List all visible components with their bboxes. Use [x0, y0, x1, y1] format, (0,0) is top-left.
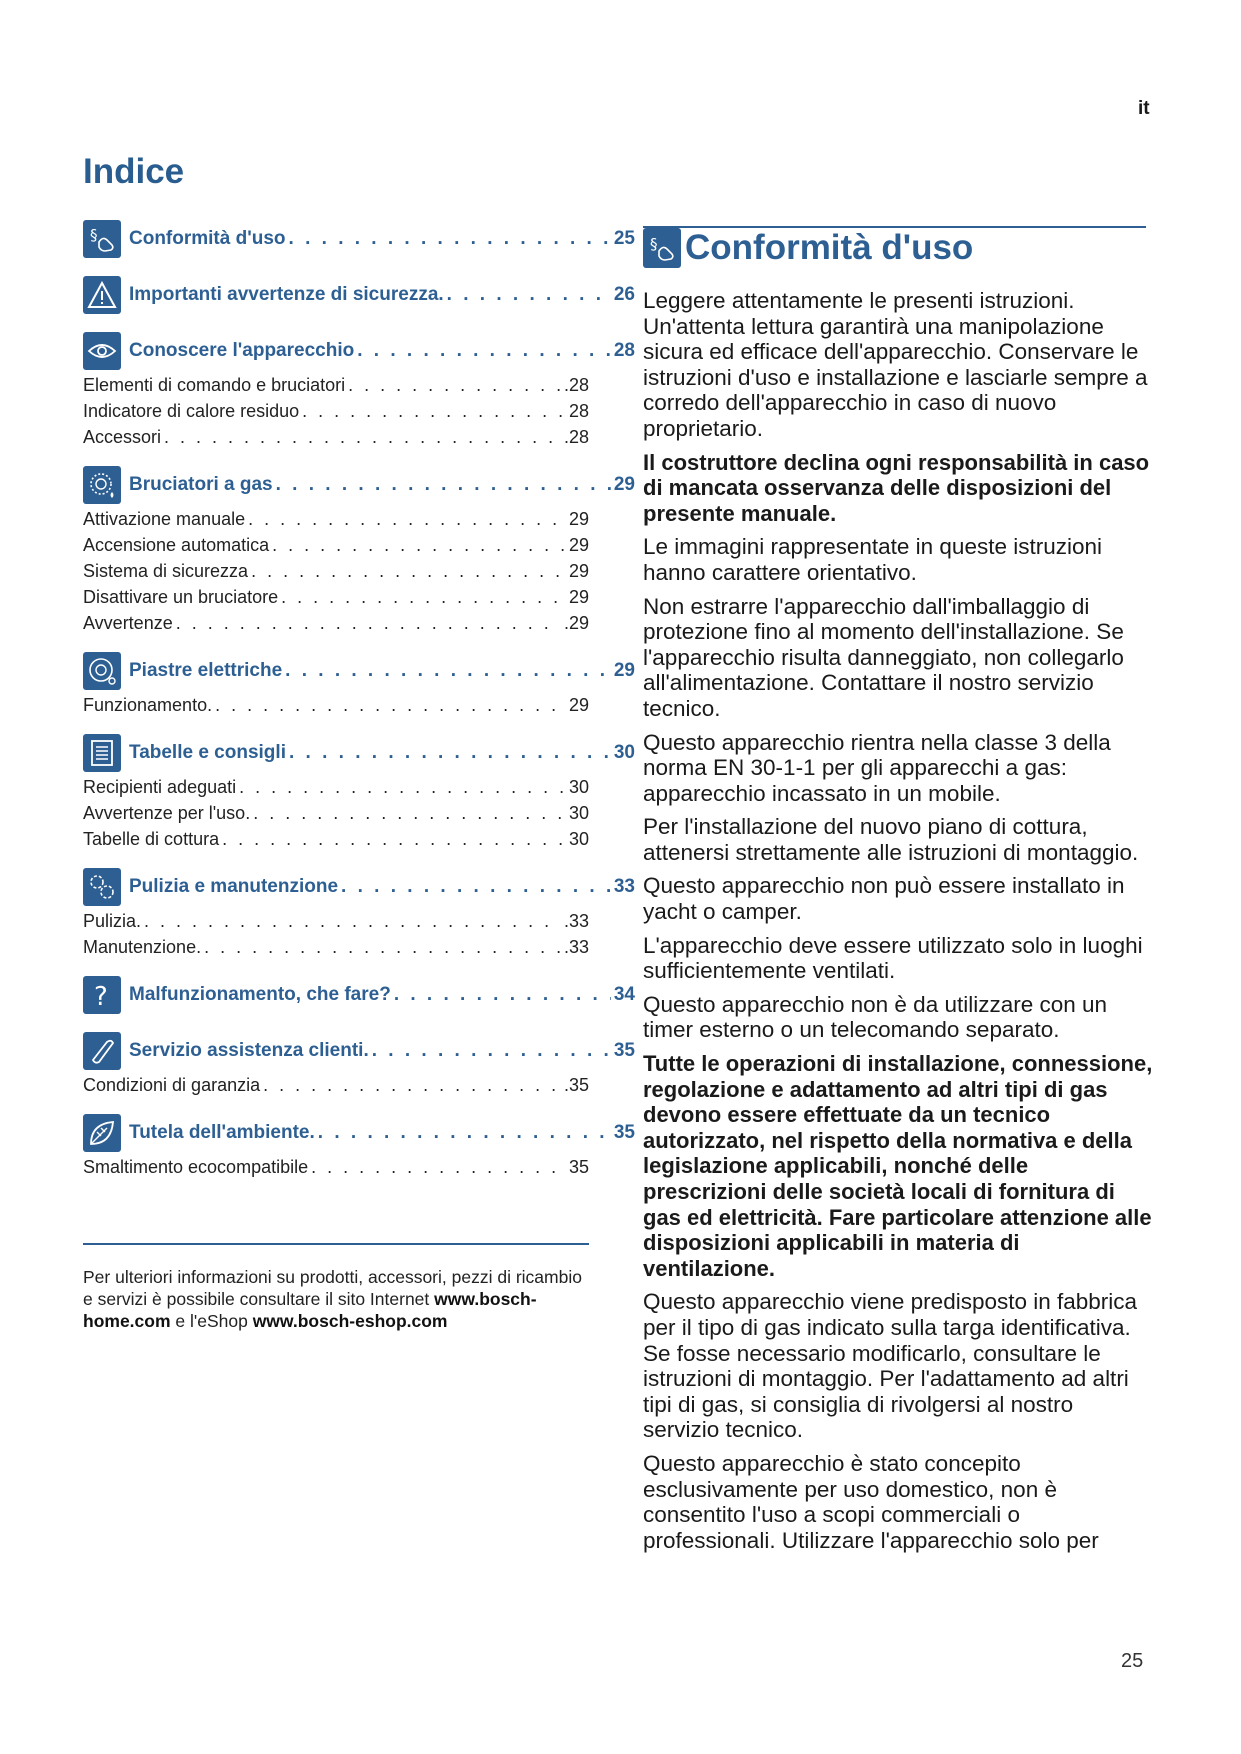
toc-section-header[interactable] [83, 218, 635, 260]
toc-leader [289, 742, 611, 764]
toc-entry[interactable] [83, 532, 589, 558]
toc-section-header[interactable] [83, 974, 635, 1016]
paragraph: Le immagini rappresentate in queste istruzioni hanno carattere orientativo. [643, 534, 1102, 585]
toc-leader [239, 774, 566, 800]
toc-entry-label: Indicatore di calore residuo [83, 401, 300, 421]
gas-burner-icon [83, 466, 121, 504]
paragraph: Leggere attentamente le presenti istruzioni. Un'attenta lettura garantirà una manipolazione sicura ed efficace dell'apparecchio. Conservare le istruzioni d'uso e installazione e lasciarle sempre a corredo dell'apparecchio in caso di nuovo proprietario. [643, 288, 1148, 441]
toc-entry-page: 30 [568, 777, 589, 797]
toc-entry-page: .33 [563, 911, 589, 931]
toc-entry-label: Tabelle di cottura [83, 829, 220, 849]
toc-leader [357, 340, 611, 362]
toc-entry-page: 30 [568, 829, 589, 849]
toc-entry-page: .28 [563, 427, 589, 447]
toc-leader [447, 284, 611, 306]
toc-leader [289, 228, 611, 250]
toc-section [83, 732, 635, 852]
toc-entry[interactable] [83, 558, 589, 584]
toc-page: 28 [613, 340, 635, 361]
toc-leader [348, 372, 561, 398]
toc-section-header[interactable] [83, 330, 635, 372]
toc-entry-page: 29 [568, 535, 589, 555]
paragraph: Questo apparecchio non può essere installato in yacht o camper. [643, 873, 1125, 925]
electric-plate-icon [83, 652, 121, 690]
toc-entry-page: 28 [568, 401, 589, 421]
toc-entry-page: 29 [568, 509, 589, 529]
eshop-link[interactable]: www.bosch-eshop.com [252, 1311, 448, 1331]
toc-section-header[interactable] [83, 866, 635, 908]
toc-heading-label: Importanti avvertenze di sicurezza. [129, 284, 444, 305]
toc-leader [251, 558, 566, 584]
paragraph: Questo apparecchio non è da utilizzare con un timer esterno o un telecomando separato. [643, 991, 1108, 1043]
toc-entry-page: 30 [568, 803, 589, 823]
toc-entry[interactable] [83, 610, 589, 636]
toc-section [83, 330, 635, 450]
toc-entry-label: Condizioni di garanzia [83, 1075, 261, 1095]
toc-section [83, 650, 635, 718]
toc-entry[interactable] [83, 1154, 589, 1180]
warning-icon [83, 276, 121, 314]
toc-entry[interactable] [83, 584, 589, 610]
toc-page: 35 [613, 1122, 635, 1143]
warning-paragraph: Il costruttore declina ogni responsabilità in caso di mancata osservanza delle disposizioni del presente manuale. [643, 449, 1150, 526]
paragraph: Questo apparecchio è stato concepito esclusivamente per uso domestico, non è consentito l'uso a scopi commerciali o professionali. Utilizzare l'apparecchio solo per [643, 1450, 1099, 1553]
toc-entry-label: Elementi di comando e bruciatori [83, 375, 346, 395]
svg-text:§: § [650, 235, 658, 253]
toc-entry-label: Attivazione manuale [83, 509, 246, 529]
table-of-contents [83, 218, 635, 1194]
toc-heading-label: Tabelle e consigli [129, 742, 286, 763]
toc-page: 30 [613, 742, 635, 763]
toc-leader [281, 584, 566, 610]
toc-entry[interactable] [83, 372, 589, 398]
toc-section [83, 464, 635, 636]
section-heading [643, 228, 973, 268]
toc-section [83, 866, 635, 960]
section-title: Conformità d'uso [685, 228, 974, 267]
toc-heading-label: Servizio assistenza clienti. [129, 1040, 369, 1061]
toc-entry[interactable] [83, 800, 589, 826]
toc-heading-label: Conoscere l'apparecchio [129, 340, 355, 361]
footnote-text-mid: e l'eShop [170, 1311, 253, 1331]
toc-leader [372, 1040, 611, 1062]
toc-page: 29 [613, 474, 635, 495]
toc-leader [215, 692, 566, 718]
toc-leader [204, 934, 561, 960]
question-icon [83, 976, 121, 1014]
toc-entry-label: Smaltimento ecocompatibile [83, 1157, 309, 1177]
conformity-icon [83, 220, 121, 258]
toc-heading-label: Pulizia e manutenzione [129, 876, 339, 897]
toc-entry-page: 35 [568, 1157, 589, 1177]
toc-page: 35 [613, 1040, 635, 1061]
toc-entry-page: 29 [568, 561, 589, 581]
toc-leader [311, 1154, 566, 1180]
toc-section [83, 1112, 635, 1180]
table-icon [83, 734, 121, 772]
toc-entry[interactable] [83, 826, 589, 852]
toc-leader [285, 660, 611, 682]
toc-page: 34 [613, 984, 635, 1005]
leaf-icon [83, 1114, 121, 1152]
paragraph: Questo apparecchio rientra nella classe 3 della norma EN 30-1-1 per gli apparecchi a gas: apparecchio incassato in un mobile. [643, 729, 1111, 806]
toc-page: 25 [613, 228, 635, 249]
phone-icon [83, 1032, 121, 1070]
toc-entry-label: Avvertenze per l'uso. [83, 803, 251, 823]
toc-section-header[interactable] [83, 464, 635, 506]
toc-entry[interactable] [83, 506, 589, 532]
toc-entry[interactable] [83, 424, 589, 450]
toc-page: 33 [613, 876, 635, 897]
toc-page: 26 [613, 284, 635, 305]
toc-entry-label: Recipienti adeguati [83, 777, 237, 797]
toc-entry-page: .29 [563, 613, 589, 633]
toc-entry-page: 29 [568, 587, 589, 607]
svg-text:?: ? [94, 982, 108, 1010]
toc-leader [341, 876, 611, 898]
toc-leader [263, 1072, 561, 1098]
toc-entry-label: Accensione automatica [83, 535, 270, 555]
toc-entry[interactable] [83, 692, 589, 718]
toc-entry-label: Pulizia. [83, 911, 142, 931]
toc-entry-page: .28 [563, 375, 589, 395]
toc-leader [318, 1122, 611, 1144]
toc-leader [248, 506, 566, 532]
toc-heading-label: Piastre elettriche [129, 660, 283, 681]
toc-entry-label: Funzionamento. [83, 695, 213, 715]
eye-icon [83, 332, 121, 370]
toc-leader [164, 424, 561, 450]
footnote [83, 1266, 589, 1332]
toc-section [83, 1030, 635, 1098]
toc-section [83, 218, 635, 260]
toc-section [83, 974, 635, 1016]
toc-leader [176, 610, 561, 636]
toc-entry-label: Disattivare un bruciatore [83, 587, 279, 607]
toc-leader [272, 532, 566, 558]
toc-leader [222, 826, 566, 852]
toc-entry-page: .35 [563, 1075, 589, 1095]
toc-entry[interactable] [83, 908, 589, 934]
toc-leader [253, 800, 566, 826]
toc-section-header[interactable] [83, 650, 635, 692]
toc-entry[interactable] [83, 934, 589, 960]
toc-page: 29 [613, 660, 635, 681]
warning-paragraph: Tutte le operazioni di installazione, connessione, regolazione e adattamento ad altri tipi di gas devono essere effettuate da un tecnico autorizzato, nel rispetto della normativa e della legislazione applicabili, nonché delle prescrizioni delle società locali di fornitura di gas ed elettricità. Fare particolare attenzione alle disposizioni applicabili in materia di ventilazione. [643, 1051, 1153, 1281]
toc-heading-label: Conformità d'uso [129, 228, 286, 249]
toc-leader [144, 908, 561, 934]
toc-leader [302, 398, 566, 424]
footnote-text: Per ulteriori informazioni su prodotti, accessori, pezzi di ricambio e servizi è possibile consultare il sito Internet [83, 1267, 582, 1309]
toc-leader [394, 984, 611, 1006]
toc-entry-label: Avvertenze [83, 613, 173, 633]
toc-entry[interactable] [83, 398, 589, 424]
page-title: Indice [83, 152, 185, 191]
conformity-icon [643, 228, 681, 268]
toc-section-header[interactable] [83, 1030, 635, 1072]
toc-section-header[interactable] [83, 274, 635, 316]
language-tag: it [1138, 98, 1150, 119]
toc-section-header[interactable] [83, 1112, 635, 1154]
toc-entry-label: Sistema di sicurezza [83, 561, 249, 581]
toc-entry[interactable] [83, 1072, 589, 1098]
cleaning-icon [83, 868, 121, 906]
footer-divider [83, 1243, 589, 1245]
page-number: 25 [1121, 1650, 1144, 1672]
toc-heading-label: Tutela dell'ambiente. [129, 1122, 315, 1143]
paragraph: Non estrarre l'apparecchio dall'imballaggio di protezione fino al momento dell'installazione. Se l'apparecchio risulta danneggiato, non collegarlo all'alimentazione. Contattare il nostro servizio tecnico. [643, 593, 1124, 721]
toc-section-header[interactable] [83, 732, 635, 774]
toc-entry-label: Manutenzione. [83, 937, 202, 957]
toc-heading-label: Malfunzionamento, che fare? [129, 984, 391, 1005]
paragraph: Per l'installazione del nuovo piano di cottura, attenersi strettamente alle istruzioni di montaggio. [643, 814, 1139, 865]
toc-section [83, 274, 635, 316]
toc-entry[interactable] [83, 774, 589, 800]
section-body [643, 288, 1153, 1561]
toc-entry-page: .33 [563, 937, 589, 957]
toc-entry-label: Accessori [83, 427, 162, 447]
toc-leader [276, 474, 611, 496]
toc-entry-page: 29 [568, 695, 589, 715]
website-link[interactable]: www.bosch-home.com [83, 1289, 537, 1331]
paragraph: L'apparecchio deve essere utilizzato solo in luoghi sufficientemente ventilati. [643, 932, 1143, 984]
svg-text:§: § [90, 226, 98, 244]
paragraph: Questo apparecchio viene predisposto in fabbrica per il tipo di gas indicato sulla targa identificativa. Se fosse necessario modificarlo, consultare le istruzioni di montaggio. Per l'adattamento ad altri tipi di gas, si consiglia di rivolgersi al nostro servizio tecnico. [643, 1289, 1138, 1443]
toc-heading-label: Bruciatori a gas [129, 474, 273, 495]
